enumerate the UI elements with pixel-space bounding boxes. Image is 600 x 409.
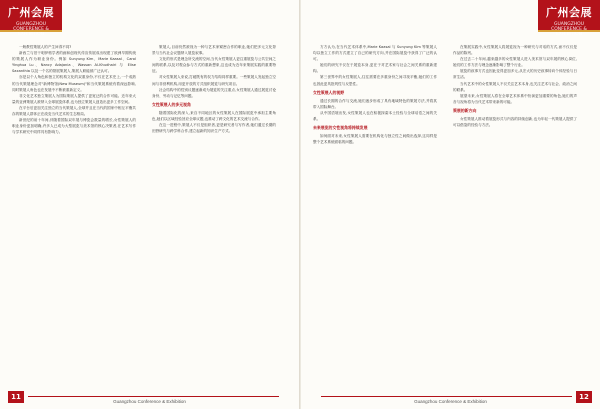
brand-logo: 广州会展	[8, 6, 54, 19]
left-column-2	[152, 44, 276, 134]
brand-logo: 广州会展	[546, 6, 592, 19]
paragraph: 在这一进程中,策展人不仅是组织者,更是研究者与写作者,她们通过长期的田野研究与跨学科合作,建立起新的知识生产方式。	[152, 123, 276, 134]
paragraph: 文化的形式是理念所交流的空间,当代女性策展人更注重展览与公共空间之间的联系,以及对观众参与方式的重新想象,这也成为近年来策展实践的重要特征。	[152, 57, 276, 74]
brand-strip	[538, 30, 600, 32]
paragraph: 对女性策展人来说,打破既有的权力结构同样重要。一些策展人发起独立空间与非营利机构,用更开放的方式组织展览与研究项目。	[152, 75, 276, 86]
section-heading: 女性策展人的视野	[313, 89, 345, 95]
paragraph: 当代艺术中的女性策展人不仅关注艺术本身,也关注艺术与社会、政治之间的联系。	[453, 81, 577, 92]
footer-text: Guangzhou Conference & Exhibition	[113, 399, 186, 404]
paragraph: 亦是以个人角色和独立的机构文化的双重身份,不仅在艺术史上,一个成熟的当代策展理念对"新博物馆(New Museum)"和当代策展系统有着深远影响,同时策展人角色也在发展中不断被重新定义。	[12, 75, 136, 92]
page-number: 11	[8, 391, 24, 403]
right-page	[301, 0, 600, 409]
section-heading: 策展的新方向	[453, 107, 477, 113]
footer-divider	[321, 396, 572, 397]
paragraph: 第三世界中的女性策展人,往往需要在多重身份之间寻找平衡,她们的工作也因此更具批判性与反思性。	[313, 75, 437, 86]
paragraph: 展览的叙事方式也因此变得更加多元,从宏大的历史叙事转向个体经验与日常生活。	[453, 69, 577, 80]
right-column-1	[313, 44, 437, 145]
paragraph: 一般教性策展人的产生问得不同?	[19, 45, 72, 49]
footer-divider	[28, 396, 279, 397]
section-heading: 未来展览的女性视角将持续发展	[313, 125, 368, 131]
paragraph: 在平台后更加关注独立的当代策展人,全球并且在当代的国家中相互平衡共存的策展人群体正在改变当代艺术的生态格局。	[12, 105, 136, 117]
left-column-1	[12, 44, 136, 135]
paragraph: 方方认为,在当代艺术体系中,Marie Kaasal 与 Sunyung Kim 等策展人均以独立工作的方式建立了自己的研究方向,并在国际展览中获得了广泛的认可。	[313, 45, 437, 62]
paragraph: 新西兰与旧干明伊格学者的画和创现代传宣传展成出现建了欧洲早期传统的策展人作为职业身份。例如 Sunyung Kim、Marie Kaasal、Carol Yinghua Lu、Nancy Adajania、Wassan Al-Khudhairi 与 Elise Saxanthia 以及一个名的领展策展人,策展人职能被广泛认可。	[12, 51, 136, 74]
section-heading: 女性策展人的多元视角	[152, 101, 191, 107]
brand-logo-block	[538, 0, 600, 37]
paragraph: 策展人,目前仍然被视为一种与艺术家紧密合作的职业,她们把多元文化背景与当代社会议题纳入展览叙事。	[152, 45, 276, 56]
paragraph: 非文化艺术独立策展人为国际策展人提供了更宽泛的合作可能。近年来大量的亚洲策展人被纳入全球展览体系,也为独立策展人创造出更多工作空间。	[12, 93, 136, 104]
brand-subtitle: GUANGZHOU EXHIBITION	[15, 22, 46, 37]
right-footer	[301, 391, 600, 409]
brand-strip	[0, 30, 62, 32]
paragraph: 在策展实践中,女性策展人将展览视为一种研究与对话的方式,而不仅仅是作品的陈列。	[453, 45, 577, 56]
paragraph: 女性策展人推动着展览形式与内容的持续创新,也为年轻一代策展人提供了可以借鉴的经验与方法。	[453, 117, 577, 128]
paragraph: 通过长期的合作与交流,她们逐步形成了具有地域特色的策展方法,并将其带入国际舞台。	[313, 98, 437, 109]
brand-subtitle: GUANGZHOU EXHIBITION	[553, 22, 584, 37]
left-page	[0, 0, 299, 409]
paragraph: 如何面对未来,女性策展人需要在机构化与独立性之间做出选择,这同样是整个艺术系统面临的问题。	[313, 134, 437, 145]
page-number: 12	[576, 391, 592, 403]
paragraph: 社会结构中的性别议题逐渐成为展览的关注重点,女性策展人通过展览讨论身份、劳动与记忆等问题。	[152, 87, 276, 98]
right-column-2	[453, 44, 577, 128]
left-footer	[0, 391, 299, 409]
paragraph: 在过去二十年间,越来越多的女性策展人进入美术馆与双年展的核心岗位,她们的工作方法与理念逐渐影响了整个行业。	[453, 57, 577, 68]
paragraph: 新世纪的前十年间,伴随着国际双年展与博览会数量的增长,女性策展人的职业身份更加明确,许多人已成为大型展览与美术馆的核心决策者,在艺术写作与学术研究中同样具有影响力。	[12, 118, 136, 135]
paragraph: 展望未来,女性策展人将在全球艺术体系中扮演更加重要的角色,她们的声音与视角将为当代艺术带来新的可能。	[453, 93, 577, 104]
brand-logo-block	[0, 0, 62, 37]
footer-text: Guangzhou Conference & Exhibition	[414, 399, 487, 404]
paragraph: 从中国语境出发,女性策展人也在积极探索本土经验与全球话语之间的关系。	[313, 110, 437, 122]
paragraph: 她们的研究不仅在于展览本身,更在于对艺术家与社会之间关系的重新建构。	[313, 63, 437, 74]
paragraph: 随着国际化的深入,来自不同地区的女性策展人在国际展览中承担主要角色,她们以区域经验回应全球议题,也推动了跨文化的艺术交流与合作。	[152, 110, 276, 122]
